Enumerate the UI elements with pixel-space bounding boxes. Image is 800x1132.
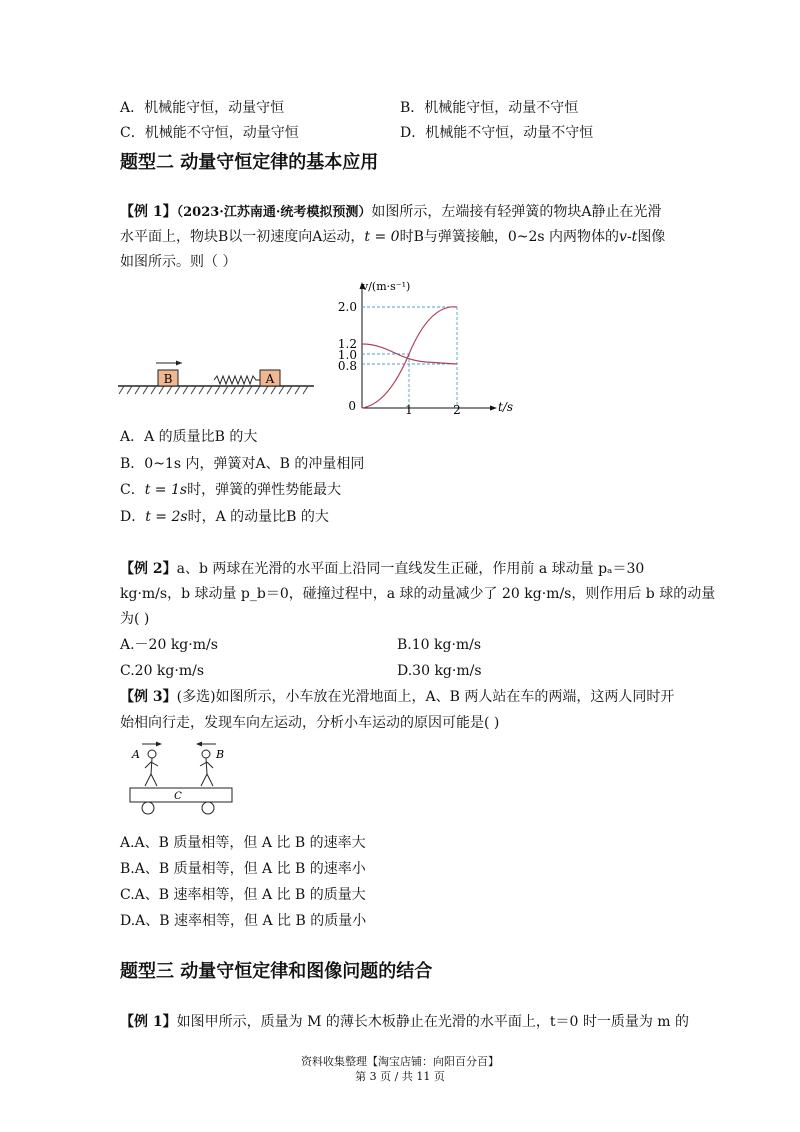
option-d: D．机械能不守恒，动量不守恒 <box>400 125 594 141</box>
vt-graph <box>330 278 520 418</box>
example-2-option-a: A.－20 kg·m/s <box>120 637 218 653</box>
example-1-option-b: B．0~1s 内，弹簧对A、B 的冲量相同 <box>120 456 365 472</box>
example-2-option-b: B.10 kg·m/s <box>397 637 482 653</box>
example-3-line-1 <box>120 688 674 706</box>
example-tag: 【例 3】 <box>120 689 177 705</box>
option-c: C．机械能不守恒，动量守恒 <box>120 125 299 141</box>
cart-label: C <box>174 791 182 802</box>
example-text: 水平面上，物块B以一初速度向A运动， <box>120 229 365 245</box>
math-t1: t = 1s <box>144 482 188 498</box>
guide-lines <box>362 307 457 408</box>
example-2-line-3: 为( ) <box>120 611 150 627</box>
example-3-option-a: A.A、B 质量相等，但 A 比 B 的速率大 <box>120 835 366 851</box>
y-tick-0: 0 <box>348 399 356 413</box>
person-b-figure <box>200 750 213 786</box>
arrow-a-head <box>156 742 162 747</box>
spring <box>214 376 260 384</box>
example-text: 如图甲所示，质量为 M 的薄长木板静止在光滑的水平面上，t＝0 时一质量为 m 的 <box>176 1014 690 1030</box>
math-t2: t = 2s <box>145 509 188 525</box>
x-axis-arrow <box>490 406 497 411</box>
person-b-label: B <box>216 748 225 761</box>
x-tick-1: 1 <box>405 403 413 417</box>
option-prefix: D． <box>120 509 146 525</box>
example-3-option-b: B.A、B 质量相等，但 A 比 B 的速率小 <box>120 861 366 877</box>
example-1-option-c <box>120 481 341 499</box>
ground-hatching <box>119 386 308 394</box>
example-1-option-a: A．A 的质量比B 的大 <box>120 429 258 445</box>
example-1-option-d <box>120 508 329 526</box>
example-4-line-1 <box>120 1013 689 1031</box>
block-b-label: B <box>163 372 173 386</box>
example-text: 图像 <box>637 229 666 245</box>
wheel-left <box>142 802 154 814</box>
y-tick-1-2: 1.2 <box>337 337 357 351</box>
option-b: B．机械能守恒，动量不守恒 <box>400 100 579 116</box>
example-tag: 【例 2】 <box>120 561 177 577</box>
block-a-label: A <box>265 372 275 386</box>
spring-block-diagram <box>118 358 316 398</box>
option-text: 时，弹簧的弹性势能最大 <box>187 482 342 498</box>
example-3-option-c: C.A、B 速率相等，但 A 比 B 的质量大 <box>120 887 366 903</box>
series-a-curve <box>362 307 457 408</box>
example-2-line-2: kg·m/s，b 球动量 p_b＝0，碰撞过程中，a 球的动量减少了 20 kg·m/s，则作用后 b 球的动量 <box>120 586 716 602</box>
example-text: (多选)如图所示，小车放在光滑地面上，A、B 两人站在车的两端，这两人同时开 <box>176 689 675 705</box>
example-text: 如图所示，左端接有轻弹簧的物块A静止在光滑 <box>371 204 662 220</box>
y-tick-0-8: 0.8 <box>337 359 357 373</box>
example-tag: 【例 1】 <box>120 1014 177 1030</box>
section-heading-3: 题型三 动量守恒定律和图像问题的结合 <box>120 961 433 982</box>
example-1-line-1 <box>120 203 661 222</box>
x-axis-label: t/s <box>498 400 514 414</box>
example-tag: 【例 1】 <box>120 204 177 220</box>
example-text: a、b 两球在光滑的水平面上沿同一直线发生正碰，作用前 a 球动量 pₐ＝30 <box>176 561 645 577</box>
example-source: （2023·江苏南通·统考模拟预测） <box>176 205 372 220</box>
velocity-arrow-head <box>176 361 182 366</box>
example-2-line-1 <box>120 560 644 578</box>
option-text: 时，A 的动量比B 的大 <box>187 509 329 525</box>
y-axis-label: v/(m·s⁻¹) <box>362 280 411 293</box>
y-tick-1-0: 1.0 <box>337 348 357 362</box>
option-prefix: C． <box>120 482 145 498</box>
example-3-line-2: 始相向行走，发现车向左运动，分析小车运动的原因可能是( ) <box>120 715 500 731</box>
person-a-figure <box>145 750 158 786</box>
example-1-line-2 <box>120 228 665 246</box>
wheel-right <box>202 802 214 814</box>
footer-page-number: 第 3 页 / 共 11 页 <box>355 1070 445 1083</box>
footer-source: 资料收集整理【淘宝店铺：向阳百分百】 <box>301 1055 499 1068</box>
example-text: 时B与弹簧接触，0~2s 内两物体的 <box>399 229 620 245</box>
math-vt: v-t <box>619 229 638 245</box>
example-2-option-d: D.30 kg·m/s <box>397 663 482 679</box>
example-1-line-3: 如图所示。则（ ） <box>120 254 237 270</box>
x-tick-2: 2 <box>453 403 461 417</box>
math-t0: t = 0 <box>364 229 400 245</box>
person-a-label: A <box>132 748 140 761</box>
section-heading-2: 题型二 动量守恒定律的基本应用 <box>120 152 379 173</box>
example-3-option-d: D.A、B 速率相等，但 A 比 B 的质量小 <box>120 913 367 929</box>
option-a: A．机械能守恒，动量守恒 <box>120 100 285 116</box>
cart-diagram <box>126 738 236 818</box>
y-tick-2-0: 2.0 <box>337 300 357 314</box>
arrow-b-head <box>196 742 202 747</box>
example-2-option-c: C.20 kg·m/s <box>120 663 204 679</box>
